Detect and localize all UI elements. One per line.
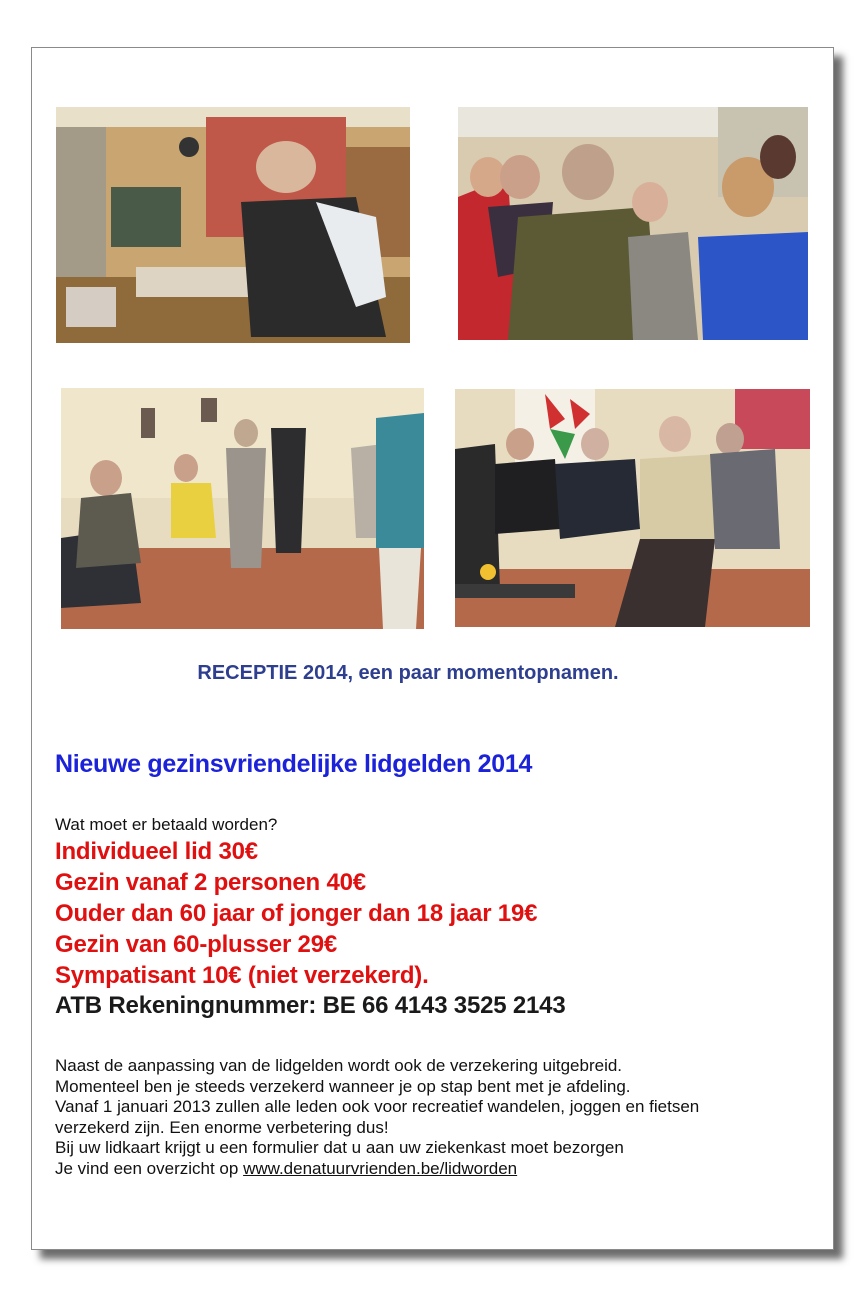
link-prefix: Je vind een overzicht op (55, 1158, 244, 1178)
notes-line: Naast de aanpassing van de lidgelden wordt ook de verzekering uitgebreid. (55, 1056, 623, 1075)
flyer-page (31, 47, 834, 1250)
membership-link[interactable]: www.denatuurvrienden.be/lidworden (243, 1158, 518, 1178)
seated-guests-photo (455, 389, 810, 627)
hall-gathering-photo (61, 388, 424, 629)
fee-item-family: Gezin vanaf 2 personen 40€ (55, 869, 366, 896)
fee-item-senior-youth: Ouder dan 60 jaar of jonger dan 18 jaar 19€ (55, 900, 538, 927)
fee-item-individual: Individueel lid 30€ (55, 838, 258, 865)
photo-caption: RECEPTIE 2014, een paar momentopnamen. (197, 662, 619, 684)
notes-line: verzekerd zijn. Een enorme verbetering dus! (55, 1117, 389, 1137)
group-conversation-photo (458, 107, 808, 340)
fee-item-sympathizer: Sympatisant 10€ (niet verzekerd). (55, 962, 429, 989)
fee-item-senior-family: Gezin van 60-plusser 29€ (55, 931, 338, 958)
notes-line: Vanaf 1 januari 2013 zullen alle leden ook voor recreatief wandelen, joggen en fietsen (55, 1097, 700, 1116)
notes-line: Bij uw lidkaart krijgt u een formulier dat u aan uw ziekenkast moet bezorgen (55, 1138, 624, 1157)
bar-counter-photo (56, 107, 410, 343)
payment-question: Wat moet er betaald worden? (55, 815, 278, 834)
insurance-notes (55, 1056, 825, 1179)
bank-account-number: ATB Rekeningnummer: BE 66 4143 3525 2143 (55, 992, 566, 1019)
notes-line: Momenteel ben je steeds verzekerd wanneer je op stap bent met je afdeling. (55, 1076, 631, 1096)
fee-list (55, 836, 537, 991)
notes-link-line (55, 1159, 825, 1180)
membership-fees-heading: Nieuwe gezinsvriendelijke lidgelden 2014 (55, 750, 533, 778)
